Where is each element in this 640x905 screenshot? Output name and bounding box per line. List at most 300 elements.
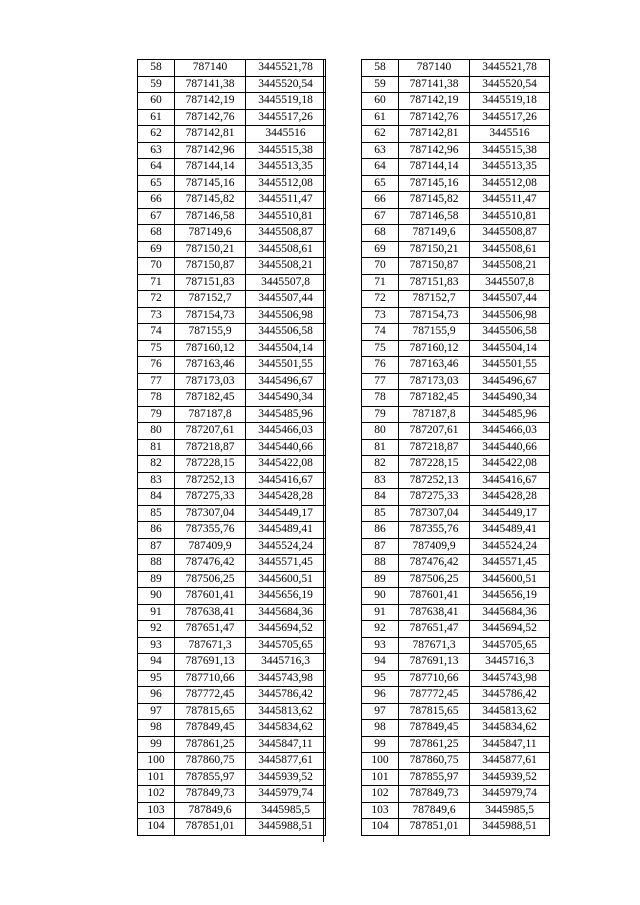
table-row: [138, 802, 326, 819]
table-row: [362, 390, 550, 407]
point-number: 75: [362, 340, 399, 357]
x-coordinate: 787144,14: [175, 159, 246, 176]
y-coordinate: 3445834,62: [246, 720, 326, 737]
point-number: 63: [138, 142, 175, 159]
point-number: 101: [138, 769, 175, 786]
point-number: 91: [138, 604, 175, 621]
table-row: [138, 60, 326, 77]
x-coordinate: 787154,73: [399, 307, 470, 324]
y-coordinate: 3445716,3: [246, 654, 326, 671]
table-row: [362, 687, 550, 704]
x-coordinate: 787651,47: [175, 621, 246, 638]
x-coordinate: 787409,9: [399, 538, 470, 555]
x-coordinate: 787855,97: [175, 769, 246, 786]
point-number: 77: [362, 373, 399, 390]
point-number: 103: [362, 802, 399, 819]
point-number: 90: [362, 588, 399, 605]
x-coordinate: 787601,41: [175, 588, 246, 605]
point-number: 64: [362, 159, 399, 176]
point-number: 94: [138, 654, 175, 671]
table-row: [138, 241, 326, 258]
y-coordinate: 3445506,58: [470, 324, 550, 341]
x-coordinate: 787150,21: [175, 241, 246, 258]
table-row: [362, 208, 550, 225]
point-number: 74: [362, 324, 399, 341]
x-coordinate: 787218,87: [175, 439, 246, 456]
y-coordinate: 3445504,14: [246, 340, 326, 357]
table-row: [362, 637, 550, 654]
point-number: 77: [138, 373, 175, 390]
point-number: 68: [138, 225, 175, 242]
point-number: 97: [138, 703, 175, 720]
table-row: [362, 456, 550, 473]
point-number: 61: [138, 109, 175, 126]
table-row: [362, 703, 550, 720]
y-coordinate: 3445988,51: [470, 819, 550, 836]
x-coordinate: 787140: [175, 60, 246, 77]
point-number: 101: [362, 769, 399, 786]
table-row: [362, 621, 550, 638]
point-number: 103: [138, 802, 175, 819]
table-row: [362, 489, 550, 506]
x-coordinate: 787182,45: [399, 390, 470, 407]
x-coordinate: 787355,76: [399, 522, 470, 539]
y-coordinate: 3445501,55: [470, 357, 550, 374]
x-coordinate: 787772,45: [175, 687, 246, 704]
table-row: [138, 406, 326, 423]
point-number: 93: [362, 637, 399, 654]
point-number: 76: [362, 357, 399, 374]
y-coordinate: 3445985,5: [246, 802, 326, 819]
point-number: 59: [138, 76, 175, 93]
point-number: 82: [362, 456, 399, 473]
point-number: 102: [362, 786, 399, 803]
table-row: [362, 753, 550, 770]
y-coordinate: 3445834,62: [470, 720, 550, 737]
y-coordinate: 3445517,26: [246, 109, 326, 126]
y-coordinate: 3445508,61: [246, 241, 326, 258]
table-row: [138, 786, 326, 803]
point-number: 95: [362, 670, 399, 687]
x-coordinate: 787145,82: [399, 192, 470, 209]
table-row: [362, 423, 550, 440]
x-coordinate: 787142,19: [399, 93, 470, 110]
x-coordinate: 787815,65: [175, 703, 246, 720]
y-coordinate: 3445440,66: [470, 439, 550, 456]
table-row: [362, 769, 550, 786]
x-coordinate: 787252,13: [175, 472, 246, 489]
y-coordinate: 3445508,61: [470, 241, 550, 258]
y-coordinate: 3445743,98: [246, 670, 326, 687]
x-coordinate: 787151,83: [399, 274, 470, 291]
x-coordinate: 787144,14: [399, 159, 470, 176]
y-coordinate: 3445524,24: [470, 538, 550, 555]
y-coordinate: 3445524,24: [246, 538, 326, 555]
point-number: 85: [362, 505, 399, 522]
x-coordinate: 787173,03: [399, 373, 470, 390]
x-coordinate: 787506,25: [399, 571, 470, 588]
x-coordinate: 787671,3: [399, 637, 470, 654]
coordinates-table-right: [361, 59, 550, 836]
table-row: [362, 406, 550, 423]
x-coordinate: 787275,33: [175, 489, 246, 506]
point-number: 89: [138, 571, 175, 588]
table-row: [362, 357, 550, 374]
y-coordinate: 3445508,87: [246, 225, 326, 242]
y-coordinate: 3445511,47: [470, 192, 550, 209]
point-number: 82: [138, 456, 175, 473]
y-coordinate: 3445510,81: [470, 208, 550, 225]
y-coordinate: 3445508,87: [470, 225, 550, 242]
y-coordinate: 3445705,65: [246, 637, 326, 654]
x-coordinate: 787163,46: [175, 357, 246, 374]
point-number: 75: [138, 340, 175, 357]
x-coordinate: 787151,83: [175, 274, 246, 291]
table-row: [362, 241, 550, 258]
x-coordinate: 787476,42: [399, 555, 470, 572]
y-coordinate: 3445694,52: [246, 621, 326, 638]
x-coordinate: 787155,9: [175, 324, 246, 341]
y-coordinate: 3445416,67: [246, 472, 326, 489]
x-coordinate: 787142,96: [399, 142, 470, 159]
x-coordinate: 787141,38: [175, 76, 246, 93]
y-coordinate: 3445516: [246, 126, 326, 143]
table-row: [138, 109, 326, 126]
y-coordinate: 3445847,11: [246, 736, 326, 753]
x-coordinate: 787173,03: [175, 373, 246, 390]
y-coordinate: 3445847,11: [470, 736, 550, 753]
table-row: [138, 604, 326, 621]
x-coordinate: 787815,65: [399, 703, 470, 720]
point-number: 81: [362, 439, 399, 456]
y-coordinate: 3445705,65: [470, 637, 550, 654]
table-row: [362, 126, 550, 143]
table-row: [362, 802, 550, 819]
x-coordinate: 787476,42: [175, 555, 246, 572]
table-row: [362, 538, 550, 555]
x-coordinate: 787228,15: [399, 456, 470, 473]
y-coordinate: 3445813,62: [470, 703, 550, 720]
x-coordinate: 787142,76: [175, 109, 246, 126]
point-number: 90: [138, 588, 175, 605]
y-coordinate: 3445485,96: [470, 406, 550, 423]
y-coordinate: 3445428,28: [470, 489, 550, 506]
point-number: 66: [138, 192, 175, 209]
x-coordinate: 787860,75: [175, 753, 246, 770]
x-coordinate: 787141,38: [399, 76, 470, 93]
table-row: [138, 621, 326, 638]
point-number: 104: [362, 819, 399, 836]
table-row: [362, 258, 550, 275]
y-coordinate: 3445684,36: [470, 604, 550, 621]
y-coordinate: 3445506,98: [246, 307, 326, 324]
y-coordinate: 3445519,18: [470, 93, 550, 110]
point-number: 100: [362, 753, 399, 770]
y-coordinate: 3445743,98: [470, 670, 550, 687]
point-number: 96: [362, 687, 399, 704]
x-coordinate: 787187,8: [399, 406, 470, 423]
x-coordinate: 787142,19: [175, 93, 246, 110]
separator-line: [323, 59, 324, 842]
table-row: [362, 142, 550, 159]
x-coordinate: 787849,73: [399, 786, 470, 803]
point-number: 66: [362, 192, 399, 209]
point-number: 78: [138, 390, 175, 407]
table-row: [362, 472, 550, 489]
x-coordinate: 787146,58: [399, 208, 470, 225]
point-number: 84: [362, 489, 399, 506]
table-row: [138, 720, 326, 737]
y-coordinate: 3445521,78: [470, 60, 550, 77]
point-number: 85: [138, 505, 175, 522]
y-coordinate: 3445511,47: [246, 192, 326, 209]
point-number: 72: [138, 291, 175, 308]
y-coordinate: 3445496,67: [246, 373, 326, 390]
y-coordinate: 3445513,35: [246, 159, 326, 176]
x-coordinate: 787142,81: [175, 126, 246, 143]
x-coordinate: 787851,01: [399, 819, 470, 836]
x-coordinate: 787307,04: [175, 505, 246, 522]
y-coordinate: 3445519,18: [246, 93, 326, 110]
y-coordinate: 3445979,74: [246, 786, 326, 803]
table-row: [138, 439, 326, 456]
x-coordinate: 787638,41: [399, 604, 470, 621]
point-number: 78: [362, 390, 399, 407]
y-coordinate: 3445877,61: [246, 753, 326, 770]
x-coordinate: 787152,7: [399, 291, 470, 308]
x-coordinate: 787671,3: [175, 637, 246, 654]
point-number: 67: [362, 208, 399, 225]
table-row: [138, 291, 326, 308]
y-coordinate: 3445877,61: [470, 753, 550, 770]
point-number: 69: [362, 241, 399, 258]
y-coordinate: 3445496,67: [470, 373, 550, 390]
x-coordinate: 787182,45: [175, 390, 246, 407]
table-row: [362, 720, 550, 737]
point-number: 58: [362, 60, 399, 77]
point-number: 59: [362, 76, 399, 93]
y-coordinate: 3445515,38: [246, 142, 326, 159]
y-coordinate: 3445507,44: [246, 291, 326, 308]
point-number: 95: [138, 670, 175, 687]
y-coordinate: 3445985,5: [470, 802, 550, 819]
y-coordinate: 3445571,45: [470, 555, 550, 572]
table-row: [138, 307, 326, 324]
table-row: [362, 274, 550, 291]
x-coordinate: 787149,6: [399, 225, 470, 242]
y-coordinate: 3445440,66: [246, 439, 326, 456]
x-coordinate: 787772,45: [399, 687, 470, 704]
point-number: 70: [362, 258, 399, 275]
table-row: [362, 291, 550, 308]
y-coordinate: 3445517,26: [470, 109, 550, 126]
y-coordinate: 3445466,03: [246, 423, 326, 440]
x-coordinate: 787638,41: [175, 604, 246, 621]
point-number: 97: [362, 703, 399, 720]
x-coordinate: 787275,33: [399, 489, 470, 506]
y-coordinate: 3445520,54: [246, 76, 326, 93]
table-row: [138, 555, 326, 572]
y-coordinate: 3445428,28: [246, 489, 326, 506]
table-row: [138, 159, 326, 176]
point-number: 80: [362, 423, 399, 440]
y-coordinate: 3445521,78: [246, 60, 326, 77]
y-coordinate: 3445813,62: [246, 703, 326, 720]
y-coordinate: 3445466,03: [470, 423, 550, 440]
y-coordinate: 3445520,54: [470, 76, 550, 93]
point-number: 96: [138, 687, 175, 704]
table-row: [138, 76, 326, 93]
x-coordinate: 787218,87: [399, 439, 470, 456]
y-coordinate: 3445939,52: [246, 769, 326, 786]
table-row: [362, 175, 550, 192]
table-row: [362, 192, 550, 209]
point-number: 62: [138, 126, 175, 143]
point-number: 92: [362, 621, 399, 638]
table-row: [138, 654, 326, 671]
table-row: [138, 340, 326, 357]
y-coordinate: 3445694,52: [470, 621, 550, 638]
table-row: [138, 588, 326, 605]
x-coordinate: 787146,58: [175, 208, 246, 225]
y-coordinate: 3445939,52: [470, 769, 550, 786]
point-number: 67: [138, 208, 175, 225]
x-coordinate: 787252,13: [399, 472, 470, 489]
table-row: [362, 819, 550, 836]
table-row: [138, 571, 326, 588]
x-coordinate: 787307,04: [399, 505, 470, 522]
table-row: [362, 340, 550, 357]
x-coordinate: 787145,16: [175, 175, 246, 192]
table-row: [362, 439, 550, 456]
table-row: [362, 324, 550, 341]
point-number: 71: [362, 274, 399, 291]
y-coordinate: 3445422,08: [470, 456, 550, 473]
point-number: 68: [362, 225, 399, 242]
table-row: [138, 208, 326, 225]
x-coordinate: 787142,76: [399, 109, 470, 126]
table-row: [138, 423, 326, 440]
y-coordinate: 3445516: [470, 126, 550, 143]
x-coordinate: 787152,7: [175, 291, 246, 308]
table-row: [362, 786, 550, 803]
y-coordinate: 3445512,08: [246, 175, 326, 192]
y-coordinate: 3445988,51: [246, 819, 326, 836]
y-coordinate: 3445716,3: [470, 654, 550, 671]
table-row: [362, 571, 550, 588]
point-number: 64: [138, 159, 175, 176]
point-number: 91: [362, 604, 399, 621]
x-coordinate: 787506,25: [175, 571, 246, 588]
point-number: 62: [362, 126, 399, 143]
y-coordinate: 3445508,21: [246, 258, 326, 275]
y-coordinate: 3445600,51: [470, 571, 550, 588]
x-coordinate: 787163,46: [399, 357, 470, 374]
table-row: [138, 390, 326, 407]
point-number: 94: [362, 654, 399, 671]
x-coordinate: 787145,16: [399, 175, 470, 192]
y-coordinate: 3445422,08: [246, 456, 326, 473]
table-row: [138, 769, 326, 786]
table-row: [362, 225, 550, 242]
y-coordinate: 3445506,98: [470, 307, 550, 324]
table-row: [138, 456, 326, 473]
x-coordinate: 787160,12: [399, 340, 470, 357]
x-coordinate: 787150,87: [399, 258, 470, 275]
point-number: 89: [362, 571, 399, 588]
y-coordinate: 3445506,58: [246, 324, 326, 341]
x-coordinate: 787140: [399, 60, 470, 77]
table-row: [138, 703, 326, 720]
y-coordinate: 3445513,35: [470, 159, 550, 176]
table-row: [138, 637, 326, 654]
x-coordinate: 787207,61: [175, 423, 246, 440]
point-number: 72: [362, 291, 399, 308]
x-coordinate: 787855,97: [399, 769, 470, 786]
x-coordinate: 787145,82: [175, 192, 246, 209]
point-number: 88: [138, 555, 175, 572]
x-coordinate: 787207,61: [399, 423, 470, 440]
y-coordinate: 3445416,67: [470, 472, 550, 489]
x-coordinate: 787160,12: [175, 340, 246, 357]
y-coordinate: 3445656,19: [246, 588, 326, 605]
x-coordinate: 787849,6: [175, 802, 246, 819]
x-coordinate: 787710,66: [175, 670, 246, 687]
point-number: 80: [138, 423, 175, 440]
point-number: 74: [138, 324, 175, 341]
x-coordinate: 787710,66: [399, 670, 470, 687]
y-coordinate: 3445684,36: [246, 604, 326, 621]
point-number: 93: [138, 637, 175, 654]
point-number: 79: [138, 406, 175, 423]
point-number: 71: [138, 274, 175, 291]
point-number: 98: [138, 720, 175, 737]
point-number: 76: [138, 357, 175, 374]
point-number: 73: [138, 307, 175, 324]
y-coordinate: 3445979,74: [470, 786, 550, 803]
y-coordinate: 3445656,19: [470, 588, 550, 605]
table-row: [362, 654, 550, 671]
point-number: 65: [138, 175, 175, 192]
x-coordinate: 787150,21: [399, 241, 470, 258]
point-number: 83: [362, 472, 399, 489]
table-row: [138, 538, 326, 555]
table-row: [138, 472, 326, 489]
table-row: [138, 93, 326, 110]
y-coordinate: 3445490,34: [246, 390, 326, 407]
table-row: [362, 588, 550, 605]
table-row: [138, 819, 326, 836]
point-number: 98: [362, 720, 399, 737]
y-coordinate: 3445489,41: [470, 522, 550, 539]
table-row: [138, 736, 326, 753]
table-row: [138, 373, 326, 390]
x-coordinate: 787142,96: [175, 142, 246, 159]
x-coordinate: 787860,75: [399, 753, 470, 770]
x-coordinate: 787861,25: [399, 736, 470, 753]
x-coordinate: 787187,8: [175, 406, 246, 423]
table-row: [362, 505, 550, 522]
table-row: [362, 60, 550, 77]
y-coordinate: 3445449,17: [470, 505, 550, 522]
point-number: 65: [362, 175, 399, 192]
x-coordinate: 787691,13: [175, 654, 246, 671]
coordinates-table-left: [137, 59, 326, 836]
y-coordinate: 3445512,08: [470, 175, 550, 192]
x-coordinate: 787142,81: [399, 126, 470, 143]
x-coordinate: 787228,15: [175, 456, 246, 473]
point-number: 87: [362, 538, 399, 555]
